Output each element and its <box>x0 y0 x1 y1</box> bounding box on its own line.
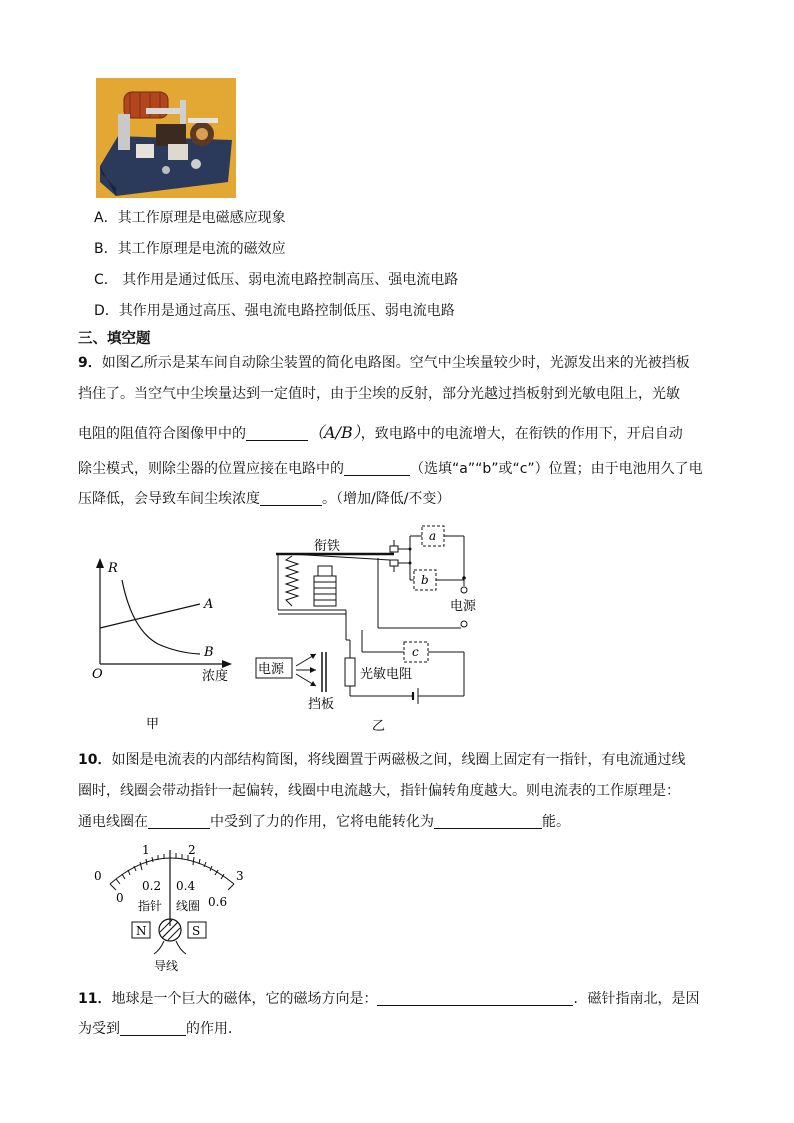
power-top-label: 电源 <box>450 599 477 614</box>
wire-label: 导线 <box>154 959 179 973</box>
pole-n-label: N <box>136 924 147 938</box>
figure-yi-caption: 乙 <box>372 719 386 734</box>
figure-yi <box>250 520 490 734</box>
q10-text-3a: 通电线圈在 <box>78 814 148 830</box>
q9-text-4b: （选填“a”“b”或“c”）位置；由于电池用久了电 <box>410 461 703 477</box>
inner-tick-0: 0 <box>116 891 124 905</box>
q10-text-3c: 能。 <box>542 814 570 830</box>
pole-s-label: S <box>192 924 201 938</box>
outer-tick-0: 0 <box>94 869 102 883</box>
y-axis-arrow <box>96 558 104 568</box>
relay-photo <box>96 78 236 198</box>
q9-text-5a: 压降低，会导致车间尘埃浓度 <box>78 491 260 507</box>
box-a-label: a <box>429 529 437 543</box>
inner-tick-2: 0.4 <box>176 879 196 893</box>
q9-text-5b: 。（增加/降低/不变） <box>322 491 451 507</box>
y-axis-label: R <box>108 561 118 576</box>
box-b-label: b <box>421 573 429 587</box>
q9-number: 9． <box>78 355 102 371</box>
q10-line1 <box>78 749 685 769</box>
q9-blank-position[interactable] <box>344 461 410 476</box>
q9-text-3b: ，致电路中的电流增大，在衔铁的作用下，开启自动 <box>360 426 683 442</box>
x-axis-label: 浓度 <box>202 669 229 684</box>
armature-label: 衔铁 <box>314 539 341 554</box>
coil-label: 线圈 <box>176 899 201 913</box>
q10-line2: 圈时，线圈会带动指针一起偏转，线圈中电流越大，指针偏转角度越大。则电流表的工作原理是： <box>78 783 680 799</box>
option-c: C． 其作用是通过低压、弱电流电路控制高压、强电流电路 <box>94 272 459 288</box>
q9-paren: （A/B） <box>308 423 361 442</box>
outer-tick-1: 1 <box>142 843 150 857</box>
q11-line1 <box>78 988 699 1008</box>
q11-line2 <box>78 1018 242 1038</box>
power-left-label: 电源 <box>258 662 285 677</box>
q9-text-1: 如图乙所示是某车间自动除尘装置的简化电路图。空气中尘埃量较少时，光源发出来的光被挡板 <box>101 355 690 371</box>
q9-text-3a: 电阻的阻值符合图像甲中的 <box>78 426 246 442</box>
q11-blank-direction[interactable] <box>377 991 573 1006</box>
outer-tick-3: 3 <box>236 869 244 883</box>
q11-blank-force[interactable] <box>120 1021 186 1036</box>
baffle-label: 挡板 <box>308 697 335 712</box>
q9-line3 <box>78 420 683 443</box>
q10-text-1: 如图是电流表的内部结构简图，将线圈置于两磁极之间，线圈上固定有一指针，有电流通过线 <box>111 752 686 768</box>
section-title: 三、填空题 <box>78 331 151 347</box>
q11-text-1a: 地球是一个巨大的磁体，它的磁场方向是： <box>111 991 378 1007</box>
q9-line5 <box>78 488 450 508</box>
q11-text-1b: ．磁针指南北，是因 <box>573 991 700 1007</box>
q10-text-3b: 中受到了力的作用，它将电能转化为 <box>210 814 434 830</box>
wire-left <box>154 941 164 954</box>
x-axis-arrow <box>222 660 232 668</box>
inner-tick-3: 0.6 <box>208 895 228 909</box>
curve-a-label: A <box>204 597 214 612</box>
outer-tick-2: 2 <box>188 843 196 857</box>
q9-line4 <box>78 458 703 478</box>
figure-jia-caption: 甲 <box>146 717 160 732</box>
inner-tick-1: 0.2 <box>142 879 162 893</box>
q9-blank-curve[interactable] <box>246 426 308 441</box>
ammeter-figure <box>88 838 258 978</box>
q9-text-4a: 除尘模式，则除尘器的位置应接在电路中的 <box>78 461 344 477</box>
wire-right <box>176 941 186 954</box>
q11-text-2a: 为受到 <box>78 1021 120 1037</box>
option-a: A．其工作原理是电磁感应现象 <box>94 210 286 226</box>
pointer-label: 指针 <box>138 899 163 913</box>
curve-b <box>122 580 200 654</box>
q10-line3 <box>78 811 570 831</box>
box-c-label: c <box>412 645 419 659</box>
q10-blank-energy[interactable] <box>434 814 542 829</box>
option-b: B．其工作原理是电流的磁效应 <box>94 241 286 257</box>
q11-number: 11． <box>78 991 112 1007</box>
curve-a <box>100 604 200 628</box>
origin-label: O <box>92 667 103 682</box>
q10-blank-field[interactable] <box>148 814 210 829</box>
q11-text-2b: 的作用． <box>186 1021 242 1037</box>
q9-line1 <box>78 352 690 372</box>
option-d: D．其作用是通过高压、强电流电路控制低压、弱电流电路 <box>94 303 455 319</box>
figure-jia <box>88 556 238 732</box>
q9-blank-density[interactable] <box>260 491 322 506</box>
q10-number: 10． <box>78 752 112 768</box>
q9-line2: 挡住了。当空气中尘埃量达到一定值时，由于尘埃的反射，部分光越过挡板射到光敏电阻上，光敏 <box>78 386 680 402</box>
photoresistor-label: 光敏电阻 <box>360 667 413 682</box>
curve-b-label: B <box>204 645 214 660</box>
